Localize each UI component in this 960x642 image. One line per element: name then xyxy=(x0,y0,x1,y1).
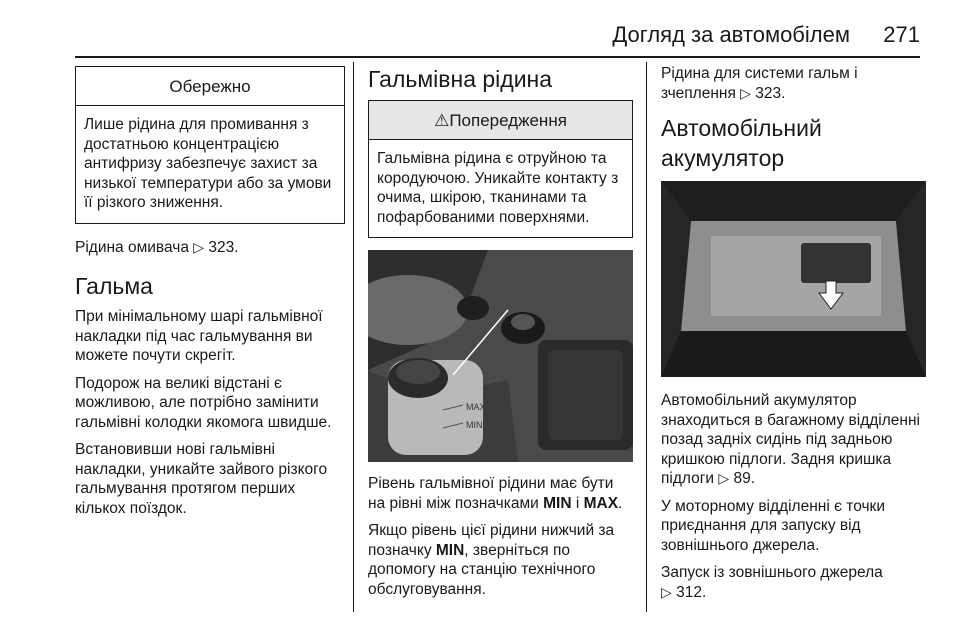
ref-page[interactable]: 323. xyxy=(208,238,239,256)
battery-location-photo xyxy=(661,181,926,377)
warning-box xyxy=(368,100,633,238)
warning-title: Попередження xyxy=(449,111,567,130)
brake-fluid-reservoir-photo xyxy=(368,250,633,462)
jump-start-ref: Запуск із зовнішнього джерела ▷ 312. xyxy=(661,564,883,601)
ref-page[interactable]: 89. xyxy=(733,470,756,487)
paragraph: У моторному відділенні є точки приєднання для запуску від зовнішнього джерела. xyxy=(661,497,886,554)
page-ref-arrow-icon: ▷ xyxy=(661,583,672,600)
min-mark-label: MIN xyxy=(466,420,483,430)
column-2 xyxy=(368,62,633,607)
washer-ref: Рідина омивача ▷ 323. xyxy=(75,238,239,256)
running-title: Догляд за автомобілем xyxy=(612,22,850,47)
max-mark-label: MAX xyxy=(466,402,486,412)
page-number: 271 xyxy=(883,22,920,47)
paragraph: При мінімальному шарі гальмівної накладки під час гальмування ви можете почути скрегіт. xyxy=(75,308,323,364)
fluid-ref: Рідина для системи гальм і зчеплення ▷ 323. xyxy=(661,65,858,102)
caution-title: Обережно xyxy=(76,67,344,106)
low-level-paragraph: Якщо рівень цієї рідини нижчий за позначку MIN, зверніться по допомогу на станцію технічного обслуговування. xyxy=(368,522,615,598)
ref-page[interactable]: 312. xyxy=(676,583,707,601)
column-3 xyxy=(661,62,926,610)
caution-box xyxy=(75,66,345,224)
column-divider xyxy=(646,62,647,612)
caution-text: Лише рідина для промивання з достатньою концентрацією антифризу забезпечує захист за низької температури або за умови її різкого зниження. xyxy=(84,116,332,211)
column-divider xyxy=(353,62,354,612)
section-heading: Автомобільний акумулятор xyxy=(661,115,822,171)
warning-text: Гальмівна рідина є отруйною та кородуючою. Уникайте контакту з очима, шкірою, тканинами та пофарбованими поверхнями. xyxy=(377,150,619,226)
level-paragraph: Рівень гальмівної рідини має бути на рівні між позначками MIN і MAX. xyxy=(368,475,623,512)
section-heading: Гальма xyxy=(75,273,153,299)
section-heading: Гальмівна рідина xyxy=(368,66,553,92)
warning-header xyxy=(369,101,632,140)
column-1 xyxy=(75,62,345,526)
paragraph: Встановивши нові гальмівні накладки, уникайте зайвого різкого гальмування протягом перших кількох поїздок. xyxy=(75,441,328,517)
warning-triangle-icon: ⚠ xyxy=(434,111,450,130)
paragraph: Подорож на великі відстані є можливою, але потрібно замінити гальмівні колодки якомога швидше. xyxy=(75,374,332,431)
page-ref-arrow-icon: ▷ xyxy=(193,238,205,255)
page-ref-arrow-icon: ▷ xyxy=(718,470,730,486)
page-header xyxy=(0,0,960,60)
photo-illustration xyxy=(368,250,633,462)
page-ref-arrow-icon: ▷ xyxy=(740,84,751,101)
battery-paragraph: Автомобільний акумулятор знаходиться в багажному відділенні позад задніх сидінь під задньою кришкою підлоги. Задня кришка підлоги ▷ 89. xyxy=(661,392,920,487)
header-rule xyxy=(75,56,920,58)
ref-page[interactable]: 323. xyxy=(755,84,786,102)
photo-illustration xyxy=(661,181,926,377)
